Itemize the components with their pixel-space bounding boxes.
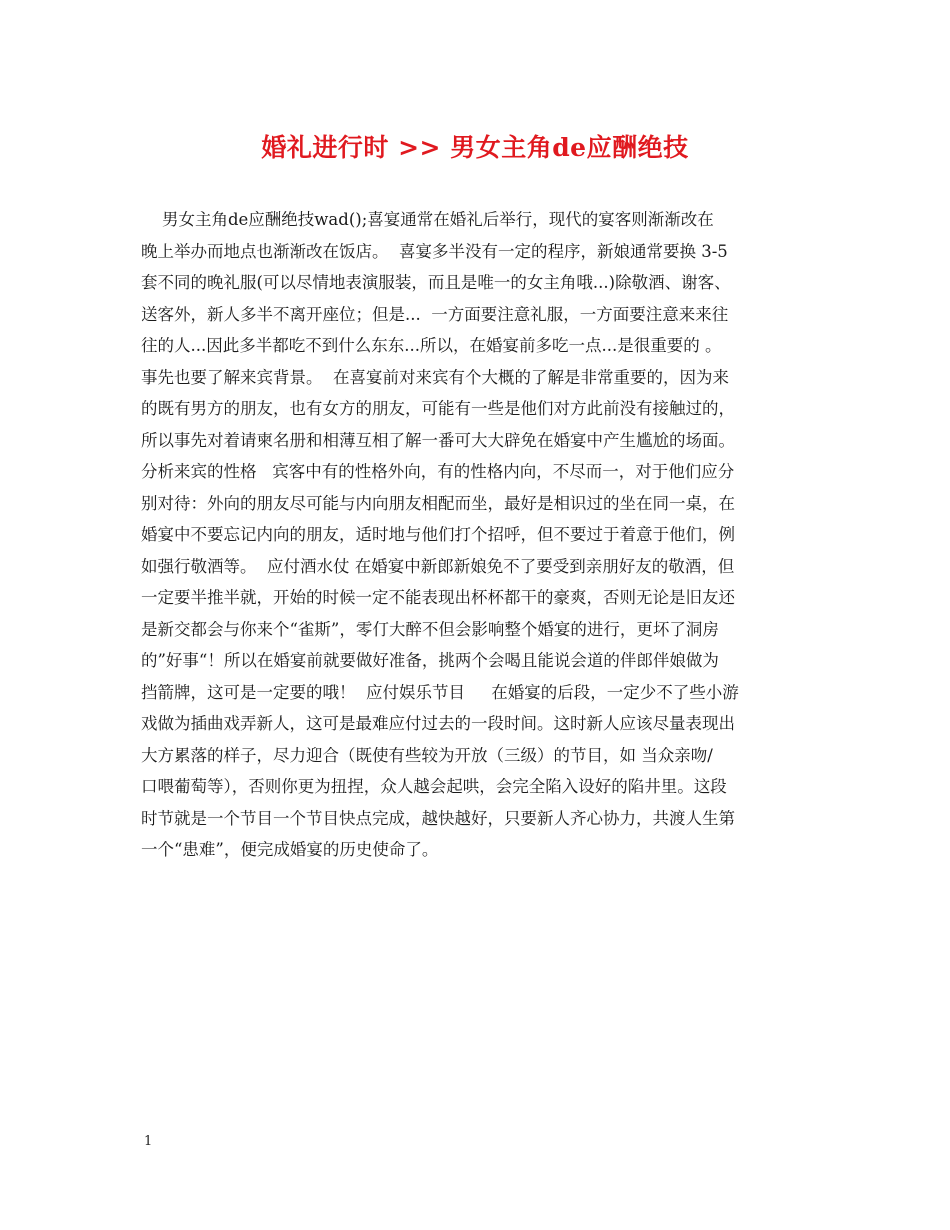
body-paragraph bbox=[141, 204, 821, 866]
paragraph-line: 送客外，新人多半不离开座位；但是... 一方面要注意礼服，一方面要注意来来往 bbox=[141, 304, 729, 324]
paragraph-line: 婚宴中不要忘记内向的朋友，适时地与他们打个招呼，但不要过于着意于他们，例 bbox=[141, 525, 735, 544]
paragraph-line: 如强行敬酒等。 应付酒水仗 在婚宴中新郎新娘免不了要受到亲朋好友的敬酒，但 bbox=[141, 556, 735, 576]
paragraph-line: 事先也要了解来宾背景。 在喜宴前对来宾有个大概的了解是非常重要的，因为来 bbox=[141, 367, 729, 387]
paragraph-line: 所以事先对着请柬名册和相薄互相了解一番可大大辟免在婚宴中产生尴尬的场面。 bbox=[141, 430, 735, 450]
paragraph-line: 大方累落的样子，尽力迎合（既使有些较为开放（三级）的节目，如 当众亲吻/ bbox=[141, 745, 713, 765]
paragraph-line: 时节就是一个节目一个节目快点完成，越快越好，只要新人齐心协力，共渡人生第 bbox=[141, 808, 735, 828]
paragraph-line: 一个“患难”，便完成婚宴的历史使命了。 bbox=[141, 840, 439, 859]
paragraph-line: 晚上举办而地点也渐渐改在饭店。 喜宴多半没有一定的程序，新娘通常要换 3-5 bbox=[141, 241, 728, 261]
paragraph-line: 分析来宾的性格 宾客中有的性格外向，有的性格内向，不尽而一，对于他们应分 bbox=[141, 462, 735, 481]
page-title: 婚礼进行时 >> 男女主角de应酬绝技 bbox=[261, 133, 689, 162]
paragraph-line: 男女主角de应酬绝技wad();喜宴通常在婚礼后举行，现代的宴客则渐渐改在 bbox=[141, 210, 714, 229]
paragraph-line: 戏做为插曲戏弄新人，这可是最难应付过去的一段时间。这时新人应该尽量表现出 bbox=[141, 714, 735, 733]
paragraph-line: 的”好事“！所以在婚宴前就要做好准备，挑两个会喝且能说会道的伴郎伴娘做为 bbox=[141, 651, 719, 670]
paragraph-line: 别对待：外向的朋友尽可能与内向朋友相配而坐，最好是相识过的坐在同一桌，在 bbox=[141, 493, 735, 513]
paragraph-line: 挡箭牌，这可是一定要的哦！ 应付娱乐节目 在婚宴的后段，一定少不了些小游 bbox=[141, 682, 739, 702]
paragraph-line: 口喂葡萄等），否则你更为扭捏，众人越会起哄，会完全陷入设好的陷井里。这段 bbox=[141, 777, 727, 796]
paragraph-line: 套不同的晚礼服(可以尽情地表演服装，而且是唯一的女主角哦...)除敬酒、谢客、 bbox=[141, 273, 731, 292]
paragraph-line: 往的人...因此多半都吃不到什么东东...所以，在婚宴前多吃一点...是很重要的 。 bbox=[141, 336, 722, 355]
page-number: 1 bbox=[144, 1134, 153, 1149]
paragraph-line: 的既有男方的朋友，也有女方的朋友，可能有一些是他们对方此前没有接触过的， bbox=[141, 399, 735, 418]
paragraph-line: 一定要半推半就，开始的时候一定不能表现出杯杯都干的豪爽，否则无论是旧友还 bbox=[141, 588, 735, 607]
paragraph-line: 是新交都会与你来个“雀斯”，零仃大醉不但会影响整个婚宴的进行，更坏了洞房 bbox=[141, 619, 719, 639]
